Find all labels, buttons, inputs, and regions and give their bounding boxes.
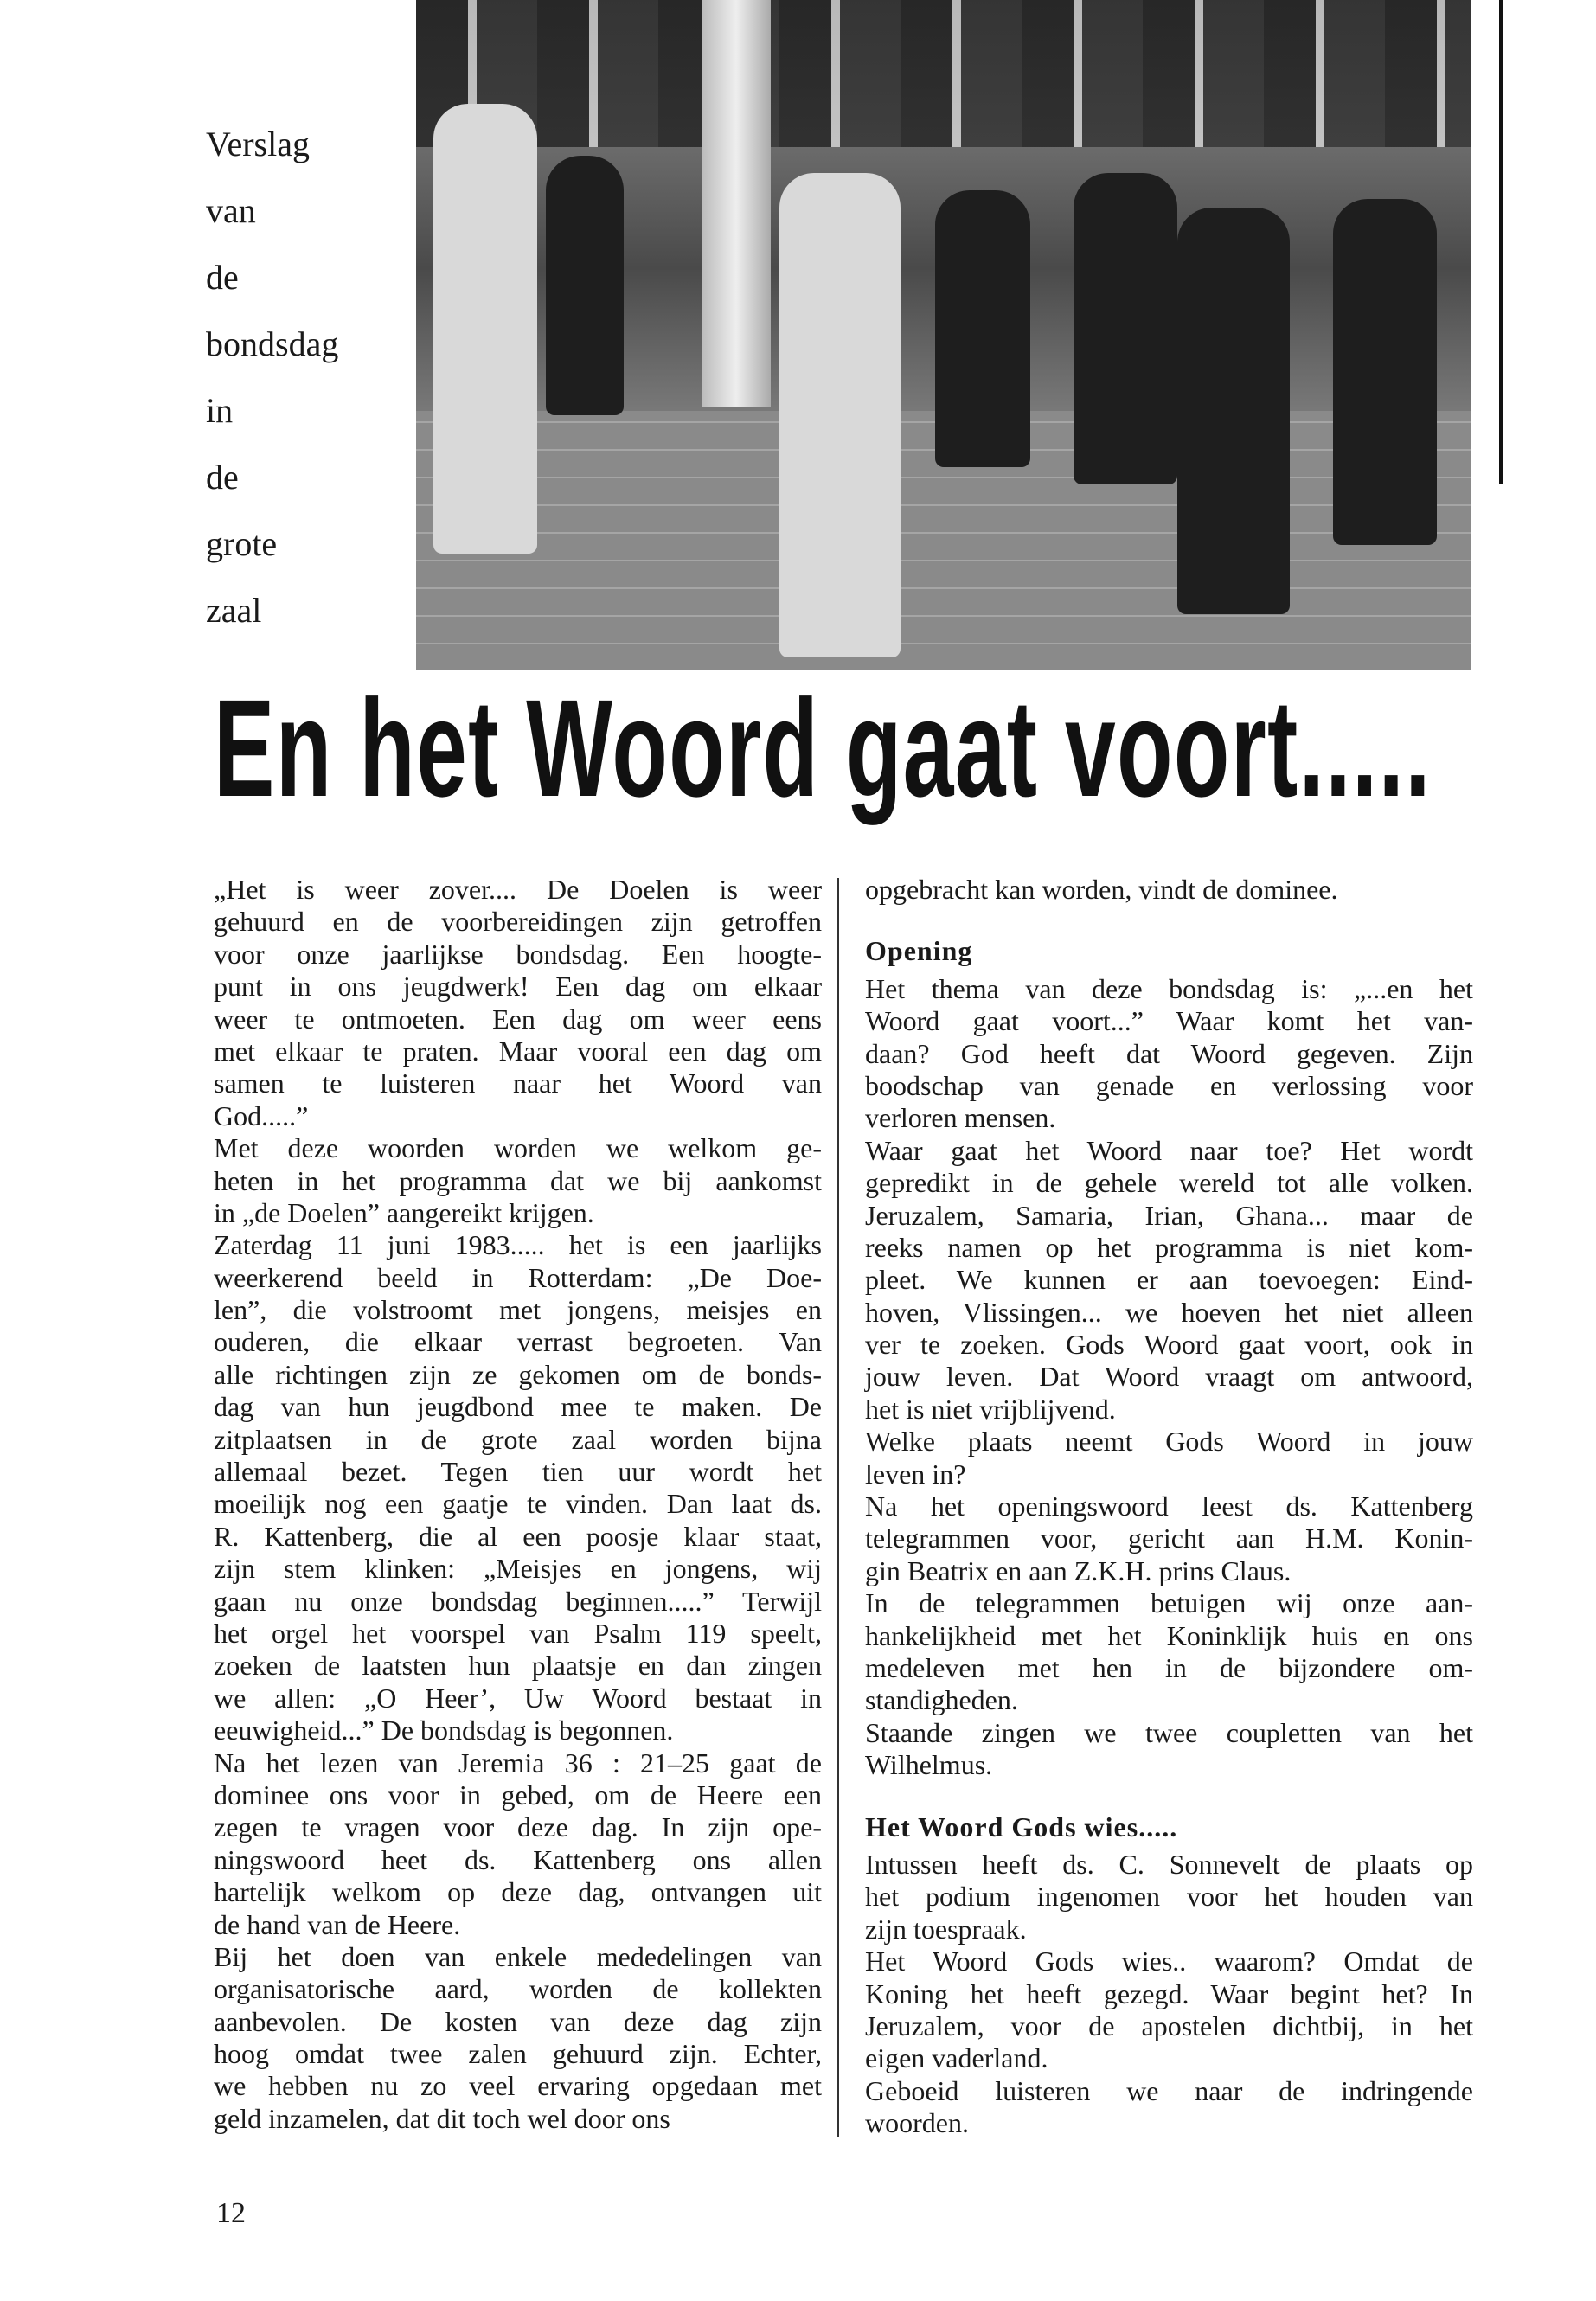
text-line: eeuwigheid...” De bondsdag is begonnen. <box>214 1715 674 1747</box>
text-line: heten in het programma dat we bij aankomst <box>214 1164 822 1196</box>
text-line: het podium ingenomen voor het houden van <box>865 1881 1473 1913</box>
photo-person <box>1177 208 1290 614</box>
paragraph <box>214 1229 822 1747</box>
text-line: het orgel het voorspel van Psalm 119 speelt, <box>214 1617 822 1649</box>
text-line: Het Woord Gods wies.. waarom? Omdat de <box>865 1945 1473 1977</box>
text-line: het is niet vrijblijvend. <box>865 1393 1116 1425</box>
text-line: gin Beatrix en aan Z.K.H. prins Claus. <box>865 1554 1292 1586</box>
paragraph <box>865 1849 1473 1945</box>
text-line: Koning het heeft gezegd. Waar begint het? In <box>865 1977 1473 2009</box>
text-line: telegrammen voor, gericht aan H.M. Konin- <box>865 1522 1473 1554</box>
paragraph <box>865 973 1473 1135</box>
text-line: Welke plaats neemt Gods Woord in jouw <box>865 1426 1473 1458</box>
text-line: Na het lezen van Jeremia 36 : 21–25 gaat de <box>214 1747 822 1779</box>
text-line: Woord gaat voort...” Waar komt het van- <box>865 1005 1473 1037</box>
text-line: samen te luisteren naar het Woord van <box>214 1067 822 1099</box>
text-line: Het thema van deze bondsdag is: „...en het <box>865 972 1473 1004</box>
text-line: hartelijk welkom op deze dag, ontvangen uit <box>214 1876 822 1908</box>
column-divider <box>837 878 839 2137</box>
text-line: In de telegrammen betuigen wij onze aan- <box>865 1587 1473 1619</box>
side-title-word: bondsdag <box>206 324 339 363</box>
side-title-word: de <box>206 458 239 497</box>
text-line: Zaterdag 11 juni 1983..... het is een jaarlijks <box>214 1229 822 1261</box>
text-line: zegen te vragen voor deze dag. In zijn ope- <box>214 1811 822 1843</box>
text-line: ouderen, die elkaar verrast begroeten. Van <box>214 1326 822 1358</box>
side-title-word: de <box>206 258 239 297</box>
photo-pillar <box>702 0 771 407</box>
text-line: in „de Doelen” aangereikt krijgen. <box>214 1196 594 1228</box>
section-gap <box>865 906 1473 918</box>
text-line: aanbevolen. De kosten van deze dag zijn <box>214 2005 822 2037</box>
paragraph <box>865 1490 1473 1587</box>
text-line: len”, die volstroomt met jongens, meisjes en <box>214 1294 822 1326</box>
text-line: jouw leven. Dat Woord vraagt om antwoord, <box>865 1361 1473 1393</box>
paragraph <box>865 874 1473 906</box>
text-line: hankelijkheid met het Koninklijk huis en ons <box>865 1619 1473 1651</box>
side-title-word: van <box>206 191 256 230</box>
paragraph <box>865 1717 1473 1782</box>
text-line: Met deze woorden worden we welkom ge- <box>214 1132 822 1164</box>
photo-person <box>1074 173 1177 484</box>
text-line: zoeken de laatsten hun plaatsje en dan zingen <box>214 1650 822 1682</box>
text-line: verloren mensen. <box>865 1102 1056 1134</box>
text-line: met elkaar te praten. Maar vooral een dag om <box>214 1035 822 1067</box>
text-line: we hebben nu zo veel ervaring opgedaan met <box>214 2070 822 2102</box>
text-line: gehuurd en de voorbereidingen zijn getroffen <box>214 906 822 938</box>
paragraph <box>865 1587 1473 1717</box>
text-line: medeleven met hen in de bijzondere om- <box>865 1651 1473 1683</box>
photo-person <box>935 190 1030 467</box>
text-line: woorden. <box>865 2107 969 2139</box>
paragraph <box>214 874 822 1132</box>
text-line: opgebracht kan worden, vindt de dominee. <box>865 874 1338 905</box>
paragraph <box>214 1747 822 1941</box>
text-line: Staande zingen we twee coupletten van het <box>865 1716 1473 1748</box>
text-line: zitplaatsen in de grote zaal worden bijna <box>214 1423 822 1455</box>
section-heading: Opening <box>865 935 973 967</box>
paragraph <box>214 1132 822 1229</box>
text-line: gaan nu onze bondsdag beginnen.....” Terwijl <box>214 1585 822 1617</box>
text-line: Na het openingswoord leest ds. Kattenberg <box>865 1490 1473 1522</box>
paragraph <box>865 2075 1473 2140</box>
text-line: standigheden. <box>865 1684 1018 1716</box>
photo-person <box>1333 199 1437 545</box>
text-line: alle richtingen zijn ze gekomen om de bonds- <box>214 1358 822 1390</box>
text-line: boodschap van genade en verlossing voor <box>865 1069 1473 1101</box>
text-line: de hand van de Heere. <box>214 1908 461 1940</box>
paragraph <box>214 1941 822 2135</box>
text-line: dag van hun jeugdbond mee te maken. De <box>214 1391 822 1423</box>
side-title-word: Verslag <box>206 125 310 163</box>
headline: En het Woord gaat voort..... <box>214 670 1432 825</box>
text-line: ver te zoeken. Gods Woord gaat voort, ook in <box>865 1329 1473 1361</box>
text-line: organisatorische aard, worden de kollekten <box>214 1973 822 2005</box>
text-line: voor onze jaarlijkse bondsdag. Een hoogte- <box>214 938 822 970</box>
side-title-word: zaal <box>206 591 262 630</box>
left-column <box>214 874 822 2135</box>
right-column <box>865 874 1473 2139</box>
text-line: weer te ontmoeten. Een dag om weer eens <box>214 1003 822 1035</box>
text-line: zijn toespraak. <box>865 1913 1027 1945</box>
text-line: Wilhelmus. <box>865 1749 993 1781</box>
text-line: Bij het doen van enkele mededelingen van <box>214 1940 822 1972</box>
section-gap <box>865 1782 1473 1794</box>
text-line: leven in? <box>865 1458 966 1490</box>
text-line: Jeruzalem, voor de apostelen dichtbij, in het <box>865 2009 1473 2041</box>
text-line: Geboeid luisteren we naar de indringende <box>865 2074 1473 2106</box>
text-line: moeilijk nog een gaatje te vinden. Dan laat ds. <box>214 1488 822 1520</box>
photo-person <box>546 156 624 415</box>
text-line: R. Kattenberg, die al een poosje klaar staat, <box>214 1520 822 1552</box>
text-line: allemaal bezet. Tegen tien uur wordt het <box>214 1456 822 1488</box>
text-line: pleet. We kunnen er aan toevoegen: Eind- <box>865 1264 1473 1296</box>
photo-person <box>779 173 901 657</box>
side-title-word: grote <box>206 524 278 563</box>
photo-person <box>433 104 537 554</box>
photo-ceiling <box>416 0 1471 147</box>
text-line: daan? God heeft dat Woord gegeven. Zijn <box>865 1037 1473 1069</box>
text-line: eigen vaderland. <box>865 2042 1048 2074</box>
text-line: ningswoord heet ds. Kattenberg ons allen <box>214 1843 822 1875</box>
text-line: we allen: „O Heer’, Uw Woord bestaat in <box>214 1682 822 1714</box>
text-line: zijn stem klinken: „Meisjes en jongens, wij <box>214 1553 822 1585</box>
text-line: „Het is weer zover.... De Doelen is weer <box>214 874 822 905</box>
text-line: geld inzamelen, dat dit toch wel door ons <box>214 2102 670 2134</box>
text-line: punt in ons jeugdwerk! Een dag om elkaar <box>214 971 822 1003</box>
text-line: hoog omdat twee zalen gehuurd zijn. Echter, <box>214 2038 822 2070</box>
text-line: God.....” <box>214 1099 309 1131</box>
side-title <box>206 111 338 644</box>
page-number: 12 <box>216 2197 246 2229</box>
text-line: Waar gaat het Woord naar toe? Het wordt <box>865 1134 1473 1166</box>
text-line: hoven, Vlissingen... we hoeven het niet alleen <box>865 1296 1473 1328</box>
text-line: weerkerend beeld in Rotterdam: „De Doe- <box>214 1261 822 1293</box>
text-line: reeks namen op het programma is niet kom- <box>865 1231 1473 1263</box>
paragraph <box>865 1945 1473 2075</box>
section-heading: Het Woord Gods wies..... <box>865 1811 1178 1843</box>
text-line: Jeruzalem, Samaria, Irian, Ghana... maar de <box>865 1199 1473 1231</box>
text-line: Intussen heeft ds. C. Sonnevelt de plaats op <box>865 1848 1473 1880</box>
text-line: dominee ons voor in gebed, om de Heere een <box>214 1779 822 1811</box>
crowd-photo <box>416 0 1471 670</box>
page-edge-line <box>1499 0 1503 484</box>
text-line: gepredikt in de gehele wereld tot alle volken. <box>865 1167 1473 1199</box>
side-title-word: in <box>206 391 234 430</box>
paragraph <box>865 1426 1473 1490</box>
paragraph <box>865 1135 1473 1426</box>
